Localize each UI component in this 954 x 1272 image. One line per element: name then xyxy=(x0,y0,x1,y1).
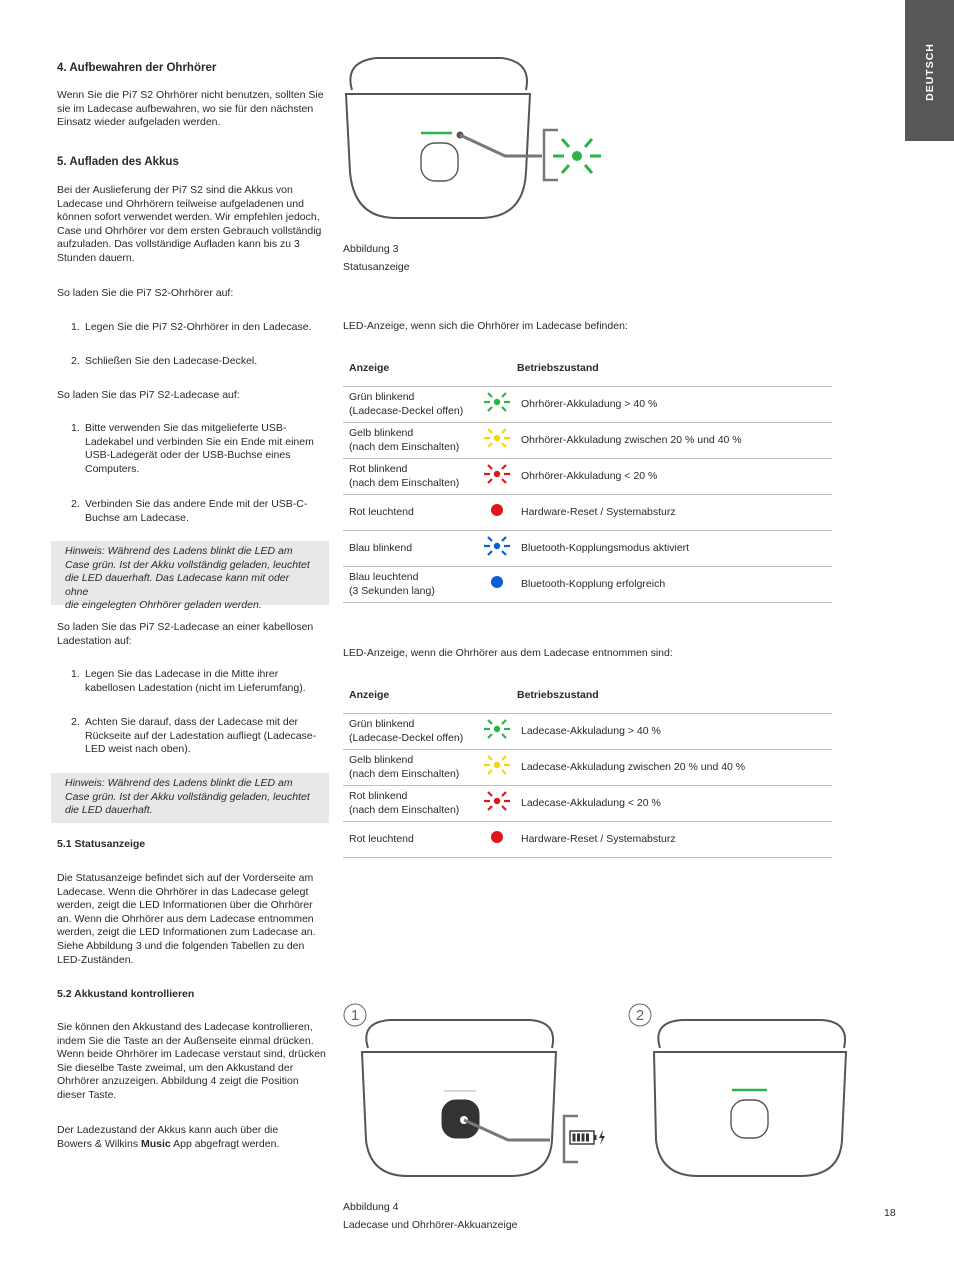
list-number: 2. xyxy=(71,498,80,510)
text-line: Wenn beide Ohrhörer im Ladecase verstaut sind, drücken xyxy=(57,1048,326,1061)
language-tab-label: DEUTSCH xyxy=(923,43,936,101)
table-header-row xyxy=(343,350,832,387)
section-5-1-body xyxy=(57,872,316,967)
step-1-number: 1 xyxy=(350,1007,360,1024)
text-line: Wenn Sie die Pi7 S2 Ohrhörer nicht benutzen, sollten Sie xyxy=(57,89,324,101)
figure-4-title: Ladecase und Ohrhörer-Akkuanzeige xyxy=(343,1219,518,1231)
list-text: Legen Sie die Pi7 S2-Ohrhörer in den Ladecase. xyxy=(85,321,312,333)
text-line: werden, zeigt die LED Informationen über die Ohrhörer xyxy=(57,899,313,912)
app-note xyxy=(57,1124,279,1151)
text-line: Ladecase. Wenn die Ohrhörer in das Ladecase gelegt xyxy=(57,885,309,898)
figure-4-illustration xyxy=(340,1000,860,1180)
table-row xyxy=(343,495,832,531)
led-table-case xyxy=(343,677,832,858)
wireless-charge-intro xyxy=(57,621,313,648)
text-line: Case grün. Ist der Akku vollständig geladen, leuchtet xyxy=(65,558,310,571)
figure-3-label: Abbildung 3 xyxy=(343,243,399,255)
text-line: LED-Zuständen. xyxy=(57,953,134,966)
solid-led-icon xyxy=(491,576,503,588)
green-blink-icon xyxy=(553,139,601,173)
section-5-2-title: 5.2 Akkustand kontrollieren xyxy=(57,988,195,1000)
text-line: dieser Taste. xyxy=(57,1088,117,1101)
text-line: Case und Ohrhörer vor dem ersten Gebrauch vollständig xyxy=(57,224,322,237)
language-tab xyxy=(905,0,954,141)
led-icon-cell xyxy=(483,786,511,822)
indicator-cell: Gelb blinkend (nach dem Einschalten) xyxy=(343,423,483,459)
text-line: die eingelegten Ohrhörer geladen werden. xyxy=(65,599,262,612)
header-state: Betriebszustand xyxy=(511,350,832,387)
text-line: Siehe Abbildung 3 und die folgenden Tabellen zu den xyxy=(57,939,305,952)
text-line: an. Wenn die Ohrhörer aus dem Ladecase entnommen xyxy=(57,912,314,925)
state-cell: Bluetooth-Kopplung erfolgreich xyxy=(511,567,832,603)
list-number: 2. xyxy=(71,716,80,728)
table-row xyxy=(343,387,832,423)
battery-charging-icon xyxy=(570,1130,605,1145)
case-charge-intro: So laden Sie das Pi7 S2-Ladecase auf: xyxy=(57,389,240,401)
table-row xyxy=(343,567,832,603)
state-cell: Ohrhörer-Akkuladung zwischen 20 % und 40 % xyxy=(511,423,832,459)
table-row xyxy=(343,531,832,567)
text-line: indem Sie die Taste an der Außenseite einmal drücken. xyxy=(57,1034,314,1047)
bracket-icon-2 xyxy=(564,1116,578,1162)
page-number: 18 xyxy=(884,1207,896,1219)
section-5-2-body xyxy=(57,1021,326,1103)
state-cell: Bluetooth-Kopplungsmodus aktiviert xyxy=(511,531,832,567)
table-row xyxy=(343,822,832,858)
state-cell: Ohrhörer-Akkuladung < 20 % xyxy=(511,459,832,495)
section-5-body xyxy=(57,184,321,266)
indicator-cell: Rot leuchtend xyxy=(343,495,483,531)
case-button-icon xyxy=(421,143,458,181)
app-note-line1: Der Ladezustand der Akkus kann auch über die xyxy=(57,1124,279,1136)
list-number: 2. xyxy=(71,355,80,367)
led-icon-cell xyxy=(483,423,511,459)
blink-icon xyxy=(483,426,511,450)
text-line: die LED dauerhaft. Das Ladecase kann mit oder ohne xyxy=(65,572,290,598)
blink-icon xyxy=(483,789,511,813)
led-icon-cell xyxy=(483,567,511,603)
state-cell: Hardware-Reset / Systemabsturz xyxy=(511,822,832,858)
figure-4-caption xyxy=(343,1198,518,1234)
figure-3-caption xyxy=(343,240,410,276)
section-5-1-title: 5.1 Statusanzeige xyxy=(57,838,146,850)
earbuds-charge-intro: So laden Sie die Pi7 S2-Ohrhörer auf: xyxy=(57,287,234,299)
text-line: Hinweis: Während des Ladens blinkt die LED am xyxy=(65,545,293,557)
section-5-title: 5. Aufladen des Akkus xyxy=(57,156,179,168)
header-state: Betriebszustand xyxy=(511,677,832,714)
figure-3-illustration xyxy=(340,52,610,227)
solid-led-icon xyxy=(491,831,503,843)
app-name: Music xyxy=(141,1137,171,1150)
text-line: Ladecase und Ohrhörern teilweise aufgeladenen und xyxy=(57,197,304,210)
header-indicator: Anzeige xyxy=(343,677,511,714)
text-line: Die Statusanzeige befindet sich auf der Vorderseite am xyxy=(57,872,314,884)
step-2-number: 2 xyxy=(635,1007,645,1024)
state-cell: Ohrhörer-Akkuladung > 40 % xyxy=(511,387,832,423)
blink-icon xyxy=(483,462,511,486)
section-4-body xyxy=(57,89,324,130)
led-icon-cell xyxy=(483,714,511,750)
note-wireless xyxy=(51,773,329,823)
indicator-cell: Gelb blinkend (nach dem Einschalten) xyxy=(343,750,483,786)
indicator-cell: Blau leuchtend (3 Sekunden lang) xyxy=(343,567,483,603)
indicator-cell: Rot leuchtend xyxy=(343,822,483,858)
case-button-icon-2 xyxy=(731,1100,768,1138)
text-line: Stunden dauern. xyxy=(57,251,135,264)
table-2-intro: LED-Anzeige, wenn die Ohrhörer aus dem Ladecase entnommen sind: xyxy=(343,647,673,659)
state-cell: Ladecase-Akkuladung > 40 % xyxy=(511,714,832,750)
indicator-cell: Blau blinkend xyxy=(343,531,483,567)
list-text: Bitte verwenden Sie das mitgelieferte USB- Ladekabel und verbinden Sie ein Ende mit einem USB-Ladegerät oder der USB-Buchse eines Computers. xyxy=(85,422,314,475)
indicator-cell: Grün blinkend (Ladecase-Deckel offen) xyxy=(343,714,483,750)
text-line: die LED dauerhaft. xyxy=(65,804,153,817)
list-text: Legen Sie das Ladecase in die Mitte ihrer kabellosen Ladestation (nicht im Lieferumfang). xyxy=(85,668,306,694)
text-line: werden, zeigt die LED Informationen zum Ladecase an. xyxy=(57,926,316,939)
indicator-cell: Grün blinkend (Ladecase-Deckel offen) xyxy=(343,387,483,423)
led-icon-cell xyxy=(483,750,511,786)
section-4-title: 4. Aufbewahren der Ohrhörer xyxy=(57,62,217,74)
indicator-cell: Rot blinkend (nach dem Einschalten) xyxy=(343,786,483,822)
table-row xyxy=(343,459,832,495)
text-line: Ladestation auf: xyxy=(57,634,132,647)
text-line: Bei der Auslieferung der Pi7 S2 sind die Akkus von xyxy=(57,184,293,196)
case-lid-outline xyxy=(350,58,527,90)
table-row xyxy=(343,750,832,786)
blink-icon xyxy=(483,717,511,741)
solid-led-icon xyxy=(491,504,503,516)
list-number: 1. xyxy=(71,321,80,333)
table-row xyxy=(343,786,832,822)
header-indicator: Anzeige xyxy=(343,350,511,387)
text-line: können sofort verwendet werden. Wir empfehlen jedoch, xyxy=(57,211,320,224)
state-cell: Hardware-Reset / Systemabsturz xyxy=(511,495,832,531)
app-note-suffix: App abgefragt werden. xyxy=(170,1137,280,1150)
table-row xyxy=(343,423,832,459)
text-line: aufzuladen. Das vollständige Aufladen kann bis zu 3 xyxy=(57,238,300,251)
state-cell: Ladecase-Akkuladung zwischen 20 % und 40 % xyxy=(511,750,832,786)
led-icon-cell xyxy=(483,495,511,531)
text-line: sie im Ladecase aufbewahren, wo sie für den nächsten xyxy=(57,102,314,115)
text-line: Ohrhörer anzuzeigen. Abbildung 4 zeigt die Position xyxy=(57,1075,299,1088)
blink-icon xyxy=(483,753,511,777)
app-note-prefix: Bowers & Wilkins xyxy=(57,1137,142,1150)
table-1-intro: LED-Anzeige, wenn sich die Ohrhörer im Ladecase befinden: xyxy=(343,320,628,332)
list-number: 1. xyxy=(71,668,80,680)
led-table-earbuds xyxy=(343,350,832,603)
led-icon-cell xyxy=(483,387,511,423)
blink-icon xyxy=(483,534,511,558)
list-number: 1. xyxy=(71,422,80,434)
led-icon-cell xyxy=(483,531,511,567)
text-line: Sie können den Akkustand des Ladecase kontrollieren, xyxy=(57,1021,313,1033)
table-header-row xyxy=(343,677,832,714)
led-icon-cell xyxy=(483,459,511,495)
list-text: Schließen Sie den Ladecase-Deckel. xyxy=(85,355,258,367)
text-line: So laden Sie das Pi7 S2-Ladecase an einer kabellosen xyxy=(57,621,314,633)
indicator-cell: Rot blinkend (nach dem Einschalten) xyxy=(343,459,483,495)
blink-icon xyxy=(483,390,511,414)
figure-3-title: Statusanzeige xyxy=(343,261,410,273)
note-charging xyxy=(51,541,329,612)
text-line: Case grün. Ist der Akku vollständig geladen, leuchtet xyxy=(65,790,310,803)
figure-4-label: Abbildung 4 xyxy=(343,1201,399,1213)
table-row xyxy=(343,714,832,750)
state-cell: Ladecase-Akkuladung < 20 % xyxy=(511,786,832,822)
text-line: Hinweis: Während des Ladens blinkt die LED am xyxy=(65,777,293,789)
text-line: Sie dieselbe Taste zweimal, um den Akkustand der xyxy=(57,1061,294,1074)
list-text: Verbinden Sie das andere Ende mit der USB-C- Buchse am Ladecase. xyxy=(85,498,308,524)
text-line: Einsatz wieder aufgeladen werden. xyxy=(57,116,221,129)
led-icon-cell xyxy=(483,822,511,858)
list-text: Achten Sie darauf, dass der Ladecase mit der Rückseite auf der Ladestation aufliegt (Ladecase- LED weist nach oben). xyxy=(85,716,317,756)
